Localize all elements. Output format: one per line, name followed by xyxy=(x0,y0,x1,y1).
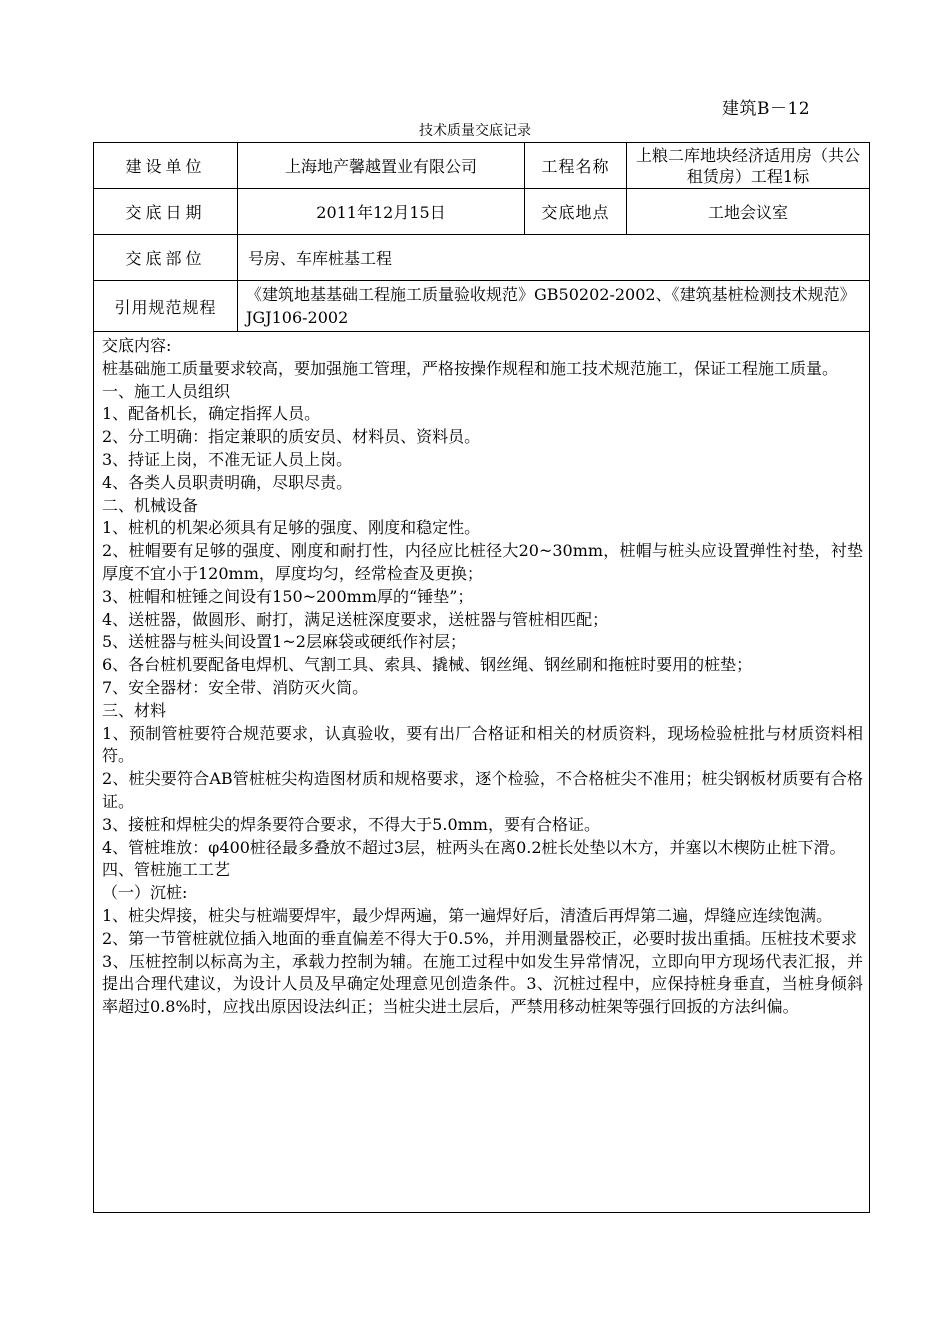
subsection-heading: （一）沉桩: xyxy=(102,883,188,903)
briefing-part-label: 交底部位 xyxy=(94,235,238,281)
content-paragraph: 3、桩帽和桩锤之间设有150~200mm厚的“锤垫”； xyxy=(102,586,474,606)
briefing-part-value: 号房、车库桩基工程 xyxy=(238,235,870,281)
section-heading: 二、机械设备 xyxy=(102,495,199,515)
quality-briefing-table xyxy=(93,142,870,1213)
document-title: 技术质量交底记录 xyxy=(419,123,531,139)
project-name-label: 工程名称 xyxy=(525,143,627,189)
spec-row xyxy=(94,281,870,332)
section-heading: 四、管桩施工工艺 xyxy=(102,860,231,880)
content-paragraph: 桩基础施工质量要求较高，要加强施工管理，严格按操作规程和施工技术规范施工，保证工程施工质量。 xyxy=(102,358,839,378)
builder-label: 建设单位 xyxy=(94,143,238,189)
project-name-value: 上粮二库地块经济适用房（共公租赁房）工程1标 xyxy=(627,143,870,189)
content-heading: 交底内容: xyxy=(102,336,172,355)
section-heading: 三、材料 xyxy=(102,700,167,720)
content-paragraph: 3、接桩和焊桩尖的焊条要符合要求，不得大于5.0mm，要有合格证。 xyxy=(102,814,600,834)
section-heading: 一、施工人员组织 xyxy=(102,381,231,401)
content-paragraph: 4、管桩堆放：φ400桩径最多叠放不超过3层，桩两头在离0.2桩长处垫以木方，并塞以木楔防止桩下滑。 xyxy=(102,837,846,857)
content-paragraph: 3、压桩控制以标高为主，承载力控制为辅。在施工过程中如发生异常情况，立即向甲方现场代表汇报，并提出合理代建议，为设计人员及早确定处理意见创造条件。3、沉桩过程中，应保持桩身垂直，当桩身倾斜率超过0.8%时，应找出原因设法纠正；当桩尖进土层后，严禁用移动桩架等强行回扳的方法纠偏。 xyxy=(102,951,863,1017)
builder-row xyxy=(94,143,870,189)
content-paragraph: 4、各类人员职责明确，尽职尽责。 xyxy=(102,472,353,492)
briefing-place-value: 工地会议室 xyxy=(627,189,870,235)
content-paragraph: 2、桩尖要符合AB管桩桩尖构造图材质和规格要求，逐个检验，不合格桩尖不准用；桩尖钢板材质要有合格证。 xyxy=(102,769,863,811)
content-row xyxy=(94,332,870,1213)
content-paragraph: 4、送桩器，做圆形、耐打，满足送桩深度要求，送桩器与管桩相匹配； xyxy=(102,609,609,629)
builder-value: 上海地产馨越置业有限公司 xyxy=(238,143,525,189)
content-paragraph: 1、桩尖焊接，桩尖与桩端要焊牢，最少焊两遍，第一遍焊好后，清渣后再焊第二遍，焊缝应连续饱满。 xyxy=(102,905,833,925)
briefing-content xyxy=(94,332,870,1213)
briefing-date-value: 2011年12月15日 xyxy=(238,189,525,235)
date-row xyxy=(94,189,870,235)
content-paragraph: 1、配备机长，确定指挥人员。 xyxy=(102,404,321,424)
briefing-date-label: 交底日期 xyxy=(94,189,238,235)
content-paragraph: 1、预制管桩要符合规范要求，认真验收，要有出厂合格证和相关的材质资料，现场检验桩批与材质资料相符。 xyxy=(102,723,863,766)
content-paragraph: 2、桩帽要有足够的强度、刚度和耐打性，内径应比桩径大20~30mm，桩帽与桩头应设置弹性衬垫，衬垫厚度不宜小于120mm，厚度均匀，经常检查及更换； xyxy=(102,541,863,583)
form-code: 建筑B－12 xyxy=(722,99,811,119)
briefing-place-label: 交底地点 xyxy=(525,189,627,235)
content-paragraph: 7、安全器材：安全带、消防灭火筒。 xyxy=(102,677,369,697)
content-paragraph: 3、持证上岗，不准无证人员上岗。 xyxy=(102,449,353,469)
cited-spec-value: 《建筑地基基础工程施工质量验收规范》GB50202-2002、《建筑基桩检测技术规范》JGJ106-2002 xyxy=(238,281,870,332)
content-paragraph: 2、第一节管桩就位插入地面的垂直偏差不得大于0.5%，并用测量器校正，必要时拔出重插。压桩技术要求 xyxy=(102,928,857,948)
content-paragraph: 1、桩机的机架必须具有足够的强度、刚度和稳定性。 xyxy=(102,518,481,538)
content-paragraph: 5、送桩器与桩头间设置1~2层麻袋或硬纸作衬层； xyxy=(102,632,466,652)
content-paragraph: 2、分工明确：指定兼职的质安员、材料员、资料员。 xyxy=(102,427,481,447)
content-paragraph: 6、各台桩机要配备电焊机、气割工具、索具、撬械、钢丝绳、钢丝刷和拖桩时要用的桩垫； xyxy=(102,655,753,675)
part-row xyxy=(94,235,870,281)
cited-spec-label: 引用规范规程 xyxy=(94,281,238,332)
